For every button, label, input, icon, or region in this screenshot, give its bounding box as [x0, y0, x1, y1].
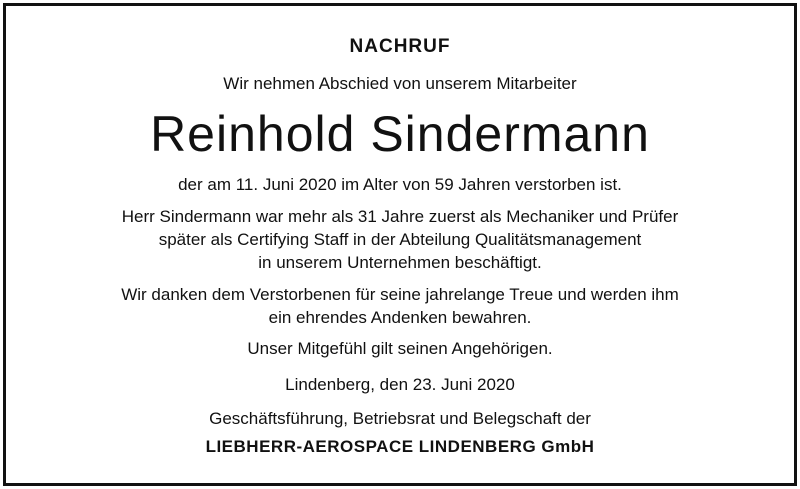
place-date: Lindenberg, den 23. Juni 2020 [285, 375, 515, 394]
deceased-name: Reinhold Sindermann [150, 106, 650, 162]
thanks-line-1: Wir danken dem Verstorbenen für seine jahrelange Treue und werden ihm [121, 285, 679, 304]
career-line-2: später als Certifying Staff in der Abteilung Qualitätsmanagement [158, 230, 642, 249]
notice-heading: NACHRUF [349, 36, 451, 57]
death-date-text: der am 11. Juni 2020 im Alter von 59 Jahren verstorben ist. [178, 175, 622, 194]
condolence-text: Unser Mitgefühl gilt seinen Angehörigen. [247, 339, 553, 358]
signatories: Geschäftsführung, Betriebsrat und Belegschaft der [209, 409, 591, 428]
intro-text: Wir nehmen Abschied von unserem Mitarbeiter [223, 74, 577, 93]
company-name: LIEBHERR-AEROSPACE LINDENBERG GmbH [205, 437, 595, 456]
career-line-1: Herr Sindermann war mehr als 31 Jahre zuerst als Mechaniker und Prüfer [121, 207, 679, 226]
thanks-line-2: ein ehrendes Andenken bewahren. [268, 308, 532, 327]
career-line-3: in unserem Unternehmen beschäftigt. [258, 253, 542, 272]
